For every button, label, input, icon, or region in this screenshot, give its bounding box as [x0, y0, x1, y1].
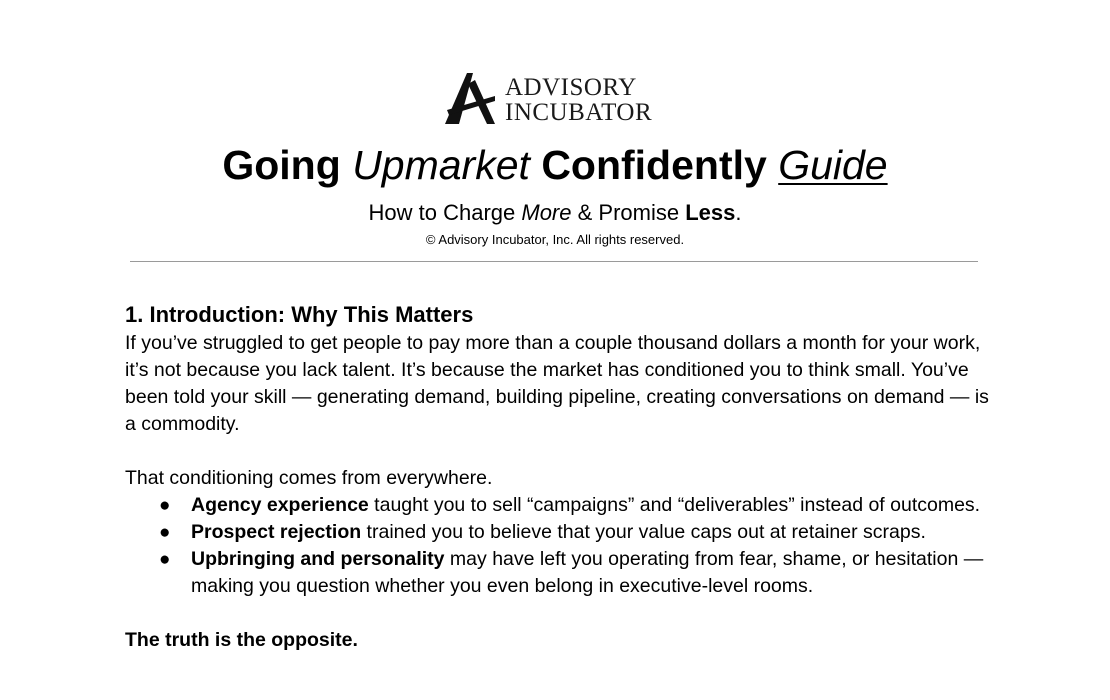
section-introduction [125, 300, 1005, 654]
subtitle-part-4: Less [685, 200, 736, 225]
list-item-text: may have left you operating from fear, shame, or hesitation — making you question whether you even belong in executive-level rooms. [191, 548, 984, 597]
list-item-bold: Agency experience [191, 494, 369, 516]
horizontal-divider [130, 261, 978, 262]
document-subtitle [0, 199, 1110, 227]
list-item [125, 492, 1005, 519]
list-item-text: taught you to sell “campaigns” and “deliverables” instead of outcomes. [368, 494, 981, 516]
advisory-incubator-logo [443, 68, 673, 128]
bullet-icon: ● [159, 495, 171, 516]
list-item [125, 519, 1005, 546]
subtitle-part-3: & Promise [571, 200, 686, 225]
section-heading: 1. Introduction: Why This Matters [125, 302, 474, 327]
conditioning-paragraph: That conditioning comes from everywhere. [125, 467, 493, 489]
paragraph-spacer [125, 600, 1005, 627]
intro-paragraph: If you’ve struggled to get people to pay more than a couple thousand dollars a month for your work, it’s not because you lack talent. It’s because the market has conditioned you to think small. You’ve been told your skill — generating demand, building pipeline, creating conversations on demand — is a commodity. [125, 332, 989, 435]
list-item-text: trained you to believe that your value caps out at retainer scraps. [361, 521, 926, 543]
title-part-2: Upmarket [352, 142, 530, 188]
stylized-a-icon [443, 70, 499, 126]
logo-line-1: ADVISORY [505, 74, 637, 101]
logo-line-2: INCUBATOR [505, 99, 653, 126]
title-part-1: Going [222, 142, 341, 188]
title-part-4: Guide [778, 142, 888, 188]
list-item-bold: Upbringing and personality [191, 548, 445, 570]
title-part-3: Confidently [541, 142, 767, 188]
subtitle-part-2: More [521, 200, 572, 225]
bullet-icon: ● [159, 522, 171, 543]
list-item [125, 546, 1005, 600]
copyright-notice: © Advisory Incubator, Inc. All rights reserved. [425, 232, 685, 247]
subtitle-part-1: How to Charge [368, 200, 522, 225]
bullet-icon: ● [159, 549, 171, 570]
subtitle-part-5: . [735, 200, 742, 225]
conditioning-list [125, 492, 1005, 600]
list-item-bold: Prospect rejection [191, 521, 362, 543]
paragraph-spacer [125, 438, 1005, 465]
closing-statement: The truth is the opposite. [125, 629, 358, 651]
document-title [0, 140, 1110, 190]
